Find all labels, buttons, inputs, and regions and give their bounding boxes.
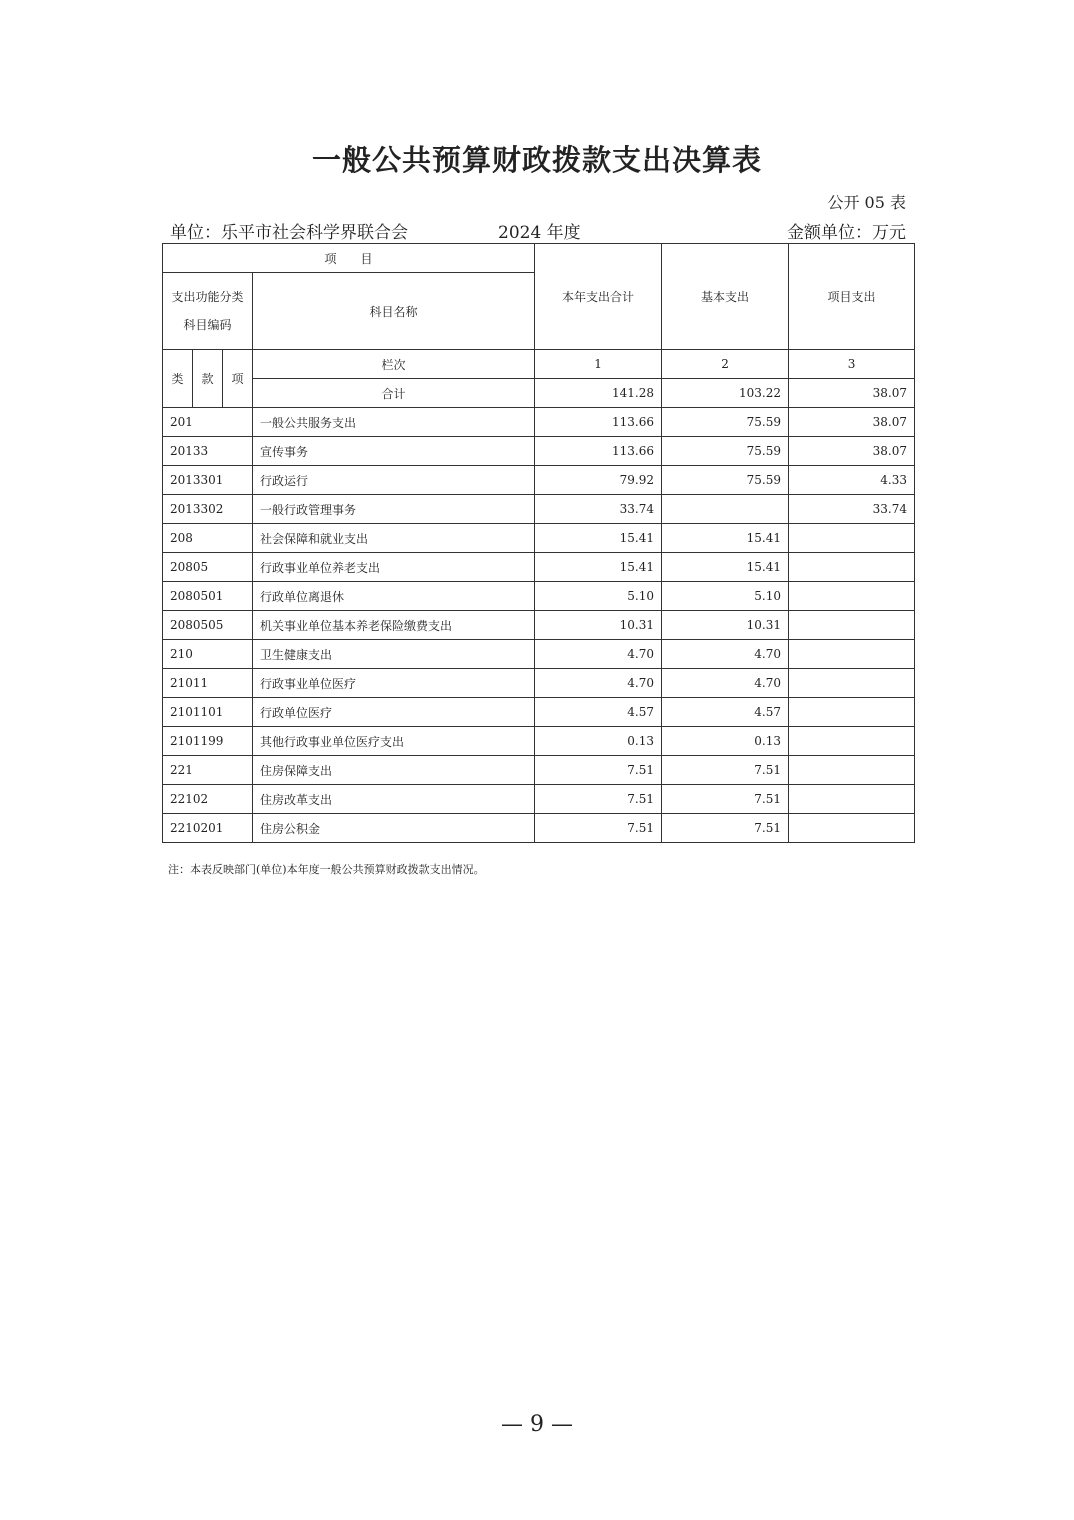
row-code: 20805 xyxy=(163,553,253,582)
row-project: 4.33 xyxy=(789,466,915,495)
row-subject-name: 住房公积金 xyxy=(253,814,535,843)
header-code-group: 支出功能分类科目编码 xyxy=(163,273,253,350)
row-project xyxy=(789,553,915,582)
row-subject-name: 宣传事务 xyxy=(253,437,535,466)
header-lei: 类 xyxy=(163,350,193,408)
row-basic xyxy=(662,495,789,524)
row-project xyxy=(789,582,915,611)
row-subject-name: 一般行政管理事务 xyxy=(253,495,535,524)
row-total: 4.70 xyxy=(535,640,662,669)
sum-label: 合计 xyxy=(253,379,535,408)
table-row xyxy=(163,466,915,495)
page-number: — 9 — xyxy=(501,1412,573,1437)
row-code: 2101199 xyxy=(163,727,253,756)
row-total: 113.66 xyxy=(535,437,662,466)
row-basic: 15.41 xyxy=(662,524,789,553)
row-code: 2101101 xyxy=(163,698,253,727)
row-total: 15.41 xyxy=(535,524,662,553)
row-project xyxy=(789,524,915,553)
table-row xyxy=(163,727,915,756)
row-project xyxy=(789,756,915,785)
row-code: 221 xyxy=(163,756,253,785)
row-basic: 15.41 xyxy=(662,553,789,582)
row-code: 210 xyxy=(163,640,253,669)
row-subject-name: 行政事业单位医疗 xyxy=(253,669,535,698)
table-row xyxy=(163,785,915,814)
table-row xyxy=(163,437,915,466)
table-row xyxy=(163,698,915,727)
page-title: 一般公共预算财政拨款支出决算表 xyxy=(311,143,762,177)
row-total: 15.41 xyxy=(535,553,662,582)
row-code: 2013301 xyxy=(163,466,253,495)
row-code: 2210201 xyxy=(163,814,253,843)
header-col2: 2 xyxy=(662,350,789,379)
row-project xyxy=(789,640,915,669)
row-basic: 75.59 xyxy=(662,437,789,466)
sum-project: 38.07 xyxy=(789,379,915,408)
header-project: 项目支出 xyxy=(789,244,915,350)
row-total: 10.31 xyxy=(535,611,662,640)
row-basic: 5.10 xyxy=(662,582,789,611)
row-project xyxy=(789,611,915,640)
table-row xyxy=(163,814,915,843)
form-number: 公开 05 表 xyxy=(827,193,906,212)
row-project xyxy=(789,727,915,756)
row-basic: 7.51 xyxy=(662,814,789,843)
header-total: 本年支出合计 xyxy=(535,244,662,350)
header-col1: 1 xyxy=(535,350,662,379)
row-subject-name: 行政事业单位养老支出 xyxy=(253,553,535,582)
table-row xyxy=(163,553,915,582)
row-basic: 10.31 xyxy=(662,611,789,640)
row-code: 2080501 xyxy=(163,582,253,611)
row-total: 7.51 xyxy=(535,785,662,814)
row-total: 4.70 xyxy=(535,669,662,698)
year-label: 2024 年度 xyxy=(498,223,581,243)
row-basic: 4.70 xyxy=(662,640,789,669)
row-basic: 75.59 xyxy=(662,408,789,437)
row-total: 0.13 xyxy=(535,727,662,756)
table-row xyxy=(163,756,915,785)
row-basic: 0.13 xyxy=(662,727,789,756)
row-subject-name: 行政运行 xyxy=(253,466,535,495)
sum-total: 141.28 xyxy=(535,379,662,408)
row-project: 38.07 xyxy=(789,408,915,437)
row-subject-name: 行政单位离退休 xyxy=(253,582,535,611)
row-basic: 75.59 xyxy=(662,466,789,495)
row-code: 21011 xyxy=(163,669,253,698)
row-total: 5.10 xyxy=(535,582,662,611)
row-total: 79.92 xyxy=(535,466,662,495)
table-row xyxy=(163,495,915,524)
row-subject-name: 社会保障和就业支出 xyxy=(253,524,535,553)
row-project: 38.07 xyxy=(789,437,915,466)
row-project xyxy=(789,669,915,698)
row-project xyxy=(789,814,915,843)
table-row xyxy=(163,640,915,669)
budget-table xyxy=(162,243,915,843)
row-code: 201 xyxy=(163,408,253,437)
row-subject-name: 其他行政事业单位医疗支出 xyxy=(253,727,535,756)
row-basic: 4.57 xyxy=(662,698,789,727)
header-xiang: 项 xyxy=(223,350,253,408)
header-item: 项 目 xyxy=(163,244,535,273)
row-total: 113.66 xyxy=(535,408,662,437)
row-total: 7.51 xyxy=(535,814,662,843)
row-basic: 4.70 xyxy=(662,669,789,698)
row-total: 33.74 xyxy=(535,495,662,524)
table-row xyxy=(163,669,915,698)
row-basic: 7.51 xyxy=(662,785,789,814)
row-basic: 7.51 xyxy=(662,756,789,785)
row-total: 7.51 xyxy=(535,756,662,785)
row-subject-name: 一般公共服务支出 xyxy=(253,408,535,437)
header-col3: 3 xyxy=(789,350,915,379)
table-row xyxy=(163,611,915,640)
table-row xyxy=(163,582,915,611)
table-row xyxy=(163,524,915,553)
header-basic: 基本支出 xyxy=(662,244,789,350)
sum-basic: 103.22 xyxy=(662,379,789,408)
table-row xyxy=(163,408,915,437)
header-row-label: 栏次 xyxy=(253,350,535,379)
row-code: 22102 xyxy=(163,785,253,814)
row-subject-name: 住房保障支出 xyxy=(253,756,535,785)
header-kuan: 款 xyxy=(193,350,223,408)
row-code: 20133 xyxy=(163,437,253,466)
row-subject-name: 卫生健康支出 xyxy=(253,640,535,669)
table-note: 注：本表反映部门(单位)本年度一般公共预算财政拨款支出情况。 xyxy=(168,863,485,876)
row-code: 2080505 xyxy=(163,611,253,640)
row-total: 4.57 xyxy=(535,698,662,727)
row-project xyxy=(789,785,915,814)
row-subject-name: 行政单位医疗 xyxy=(253,698,535,727)
row-subject-name: 住房改革支出 xyxy=(253,785,535,814)
header-subject-name: 科目名称 xyxy=(253,273,535,350)
row-project: 33.74 xyxy=(789,495,915,524)
row-project xyxy=(789,698,915,727)
unit-label: 单位：乐平市社会科学界联合会 xyxy=(170,223,408,243)
row-subject-name: 机关事业单位基本养老保险缴费支出 xyxy=(253,611,535,640)
row-code: 208 xyxy=(163,524,253,553)
row-code: 2013302 xyxy=(163,495,253,524)
amount-unit-label: 金额单位：万元 xyxy=(787,223,906,243)
